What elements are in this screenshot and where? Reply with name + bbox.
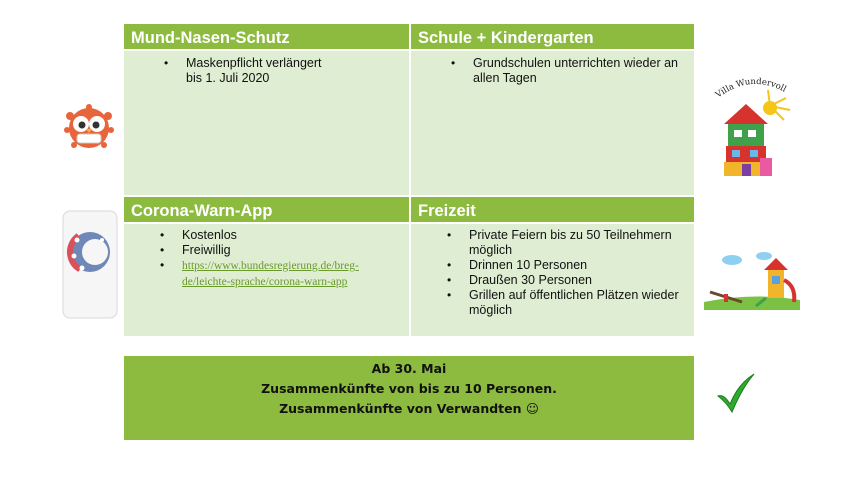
list-item: • Drinnen 10 Personen — [469, 258, 691, 273]
corona-app-link[interactable]: https://www.bundesregierung.de/breg- de/leichte-sprache/corona-warn-app — [182, 260, 359, 288]
banner-line-3: Zusammenkünfte von Verwandten ☺ — [279, 401, 539, 416]
list-item — [182, 258, 409, 290]
leisure-box-body — [409, 224, 694, 336]
school-box-body — [409, 51, 694, 197]
announcement-banner — [124, 356, 694, 440]
list-item: • Grundschulen unterrichten wieder an allen Tagen — [473, 56, 694, 86]
list-item: • Kostenlos — [182, 228, 409, 243]
mask-box-title: Mund-Nasen-Schutz — [124, 24, 409, 51]
school-box-title: Schule + Kindergarten — [409, 24, 694, 51]
list-item: • Freiwillig — [182, 243, 409, 258]
list-item: • Grillen auf öffentlichen Plätzen wieder möglich — [469, 288, 691, 318]
kindergarten-logo — [712, 76, 794, 180]
banner-line-2: Zusammenkünfte von bis zu 10 Personen. — [261, 381, 557, 396]
corona-warn-app-icon — [62, 210, 118, 320]
info-grid — [124, 24, 694, 336]
banner-line-1: Ab 30. Mai — [371, 361, 447, 376]
playground-icon — [704, 250, 800, 316]
list-item: • Private Feiern bis zu 50 Teilnehmern möglich — [469, 228, 691, 258]
mask-box-body — [124, 51, 409, 197]
svg-text:Villa Wundervoll: Villa Wundervoll — [713, 76, 788, 101]
owl-mask-icon — [62, 102, 116, 152]
leisure-box-title: Freizeit — [409, 197, 694, 224]
checkmark-icon — [716, 372, 756, 414]
app-box-title: Corona-Warn-App — [124, 197, 409, 224]
list-item: • Draußen 30 Personen — [469, 273, 691, 288]
app-box-body — [124, 224, 409, 336]
list-item: • Maskenpflicht verlängert bis 1. Juli 2020 — [186, 56, 409, 86]
